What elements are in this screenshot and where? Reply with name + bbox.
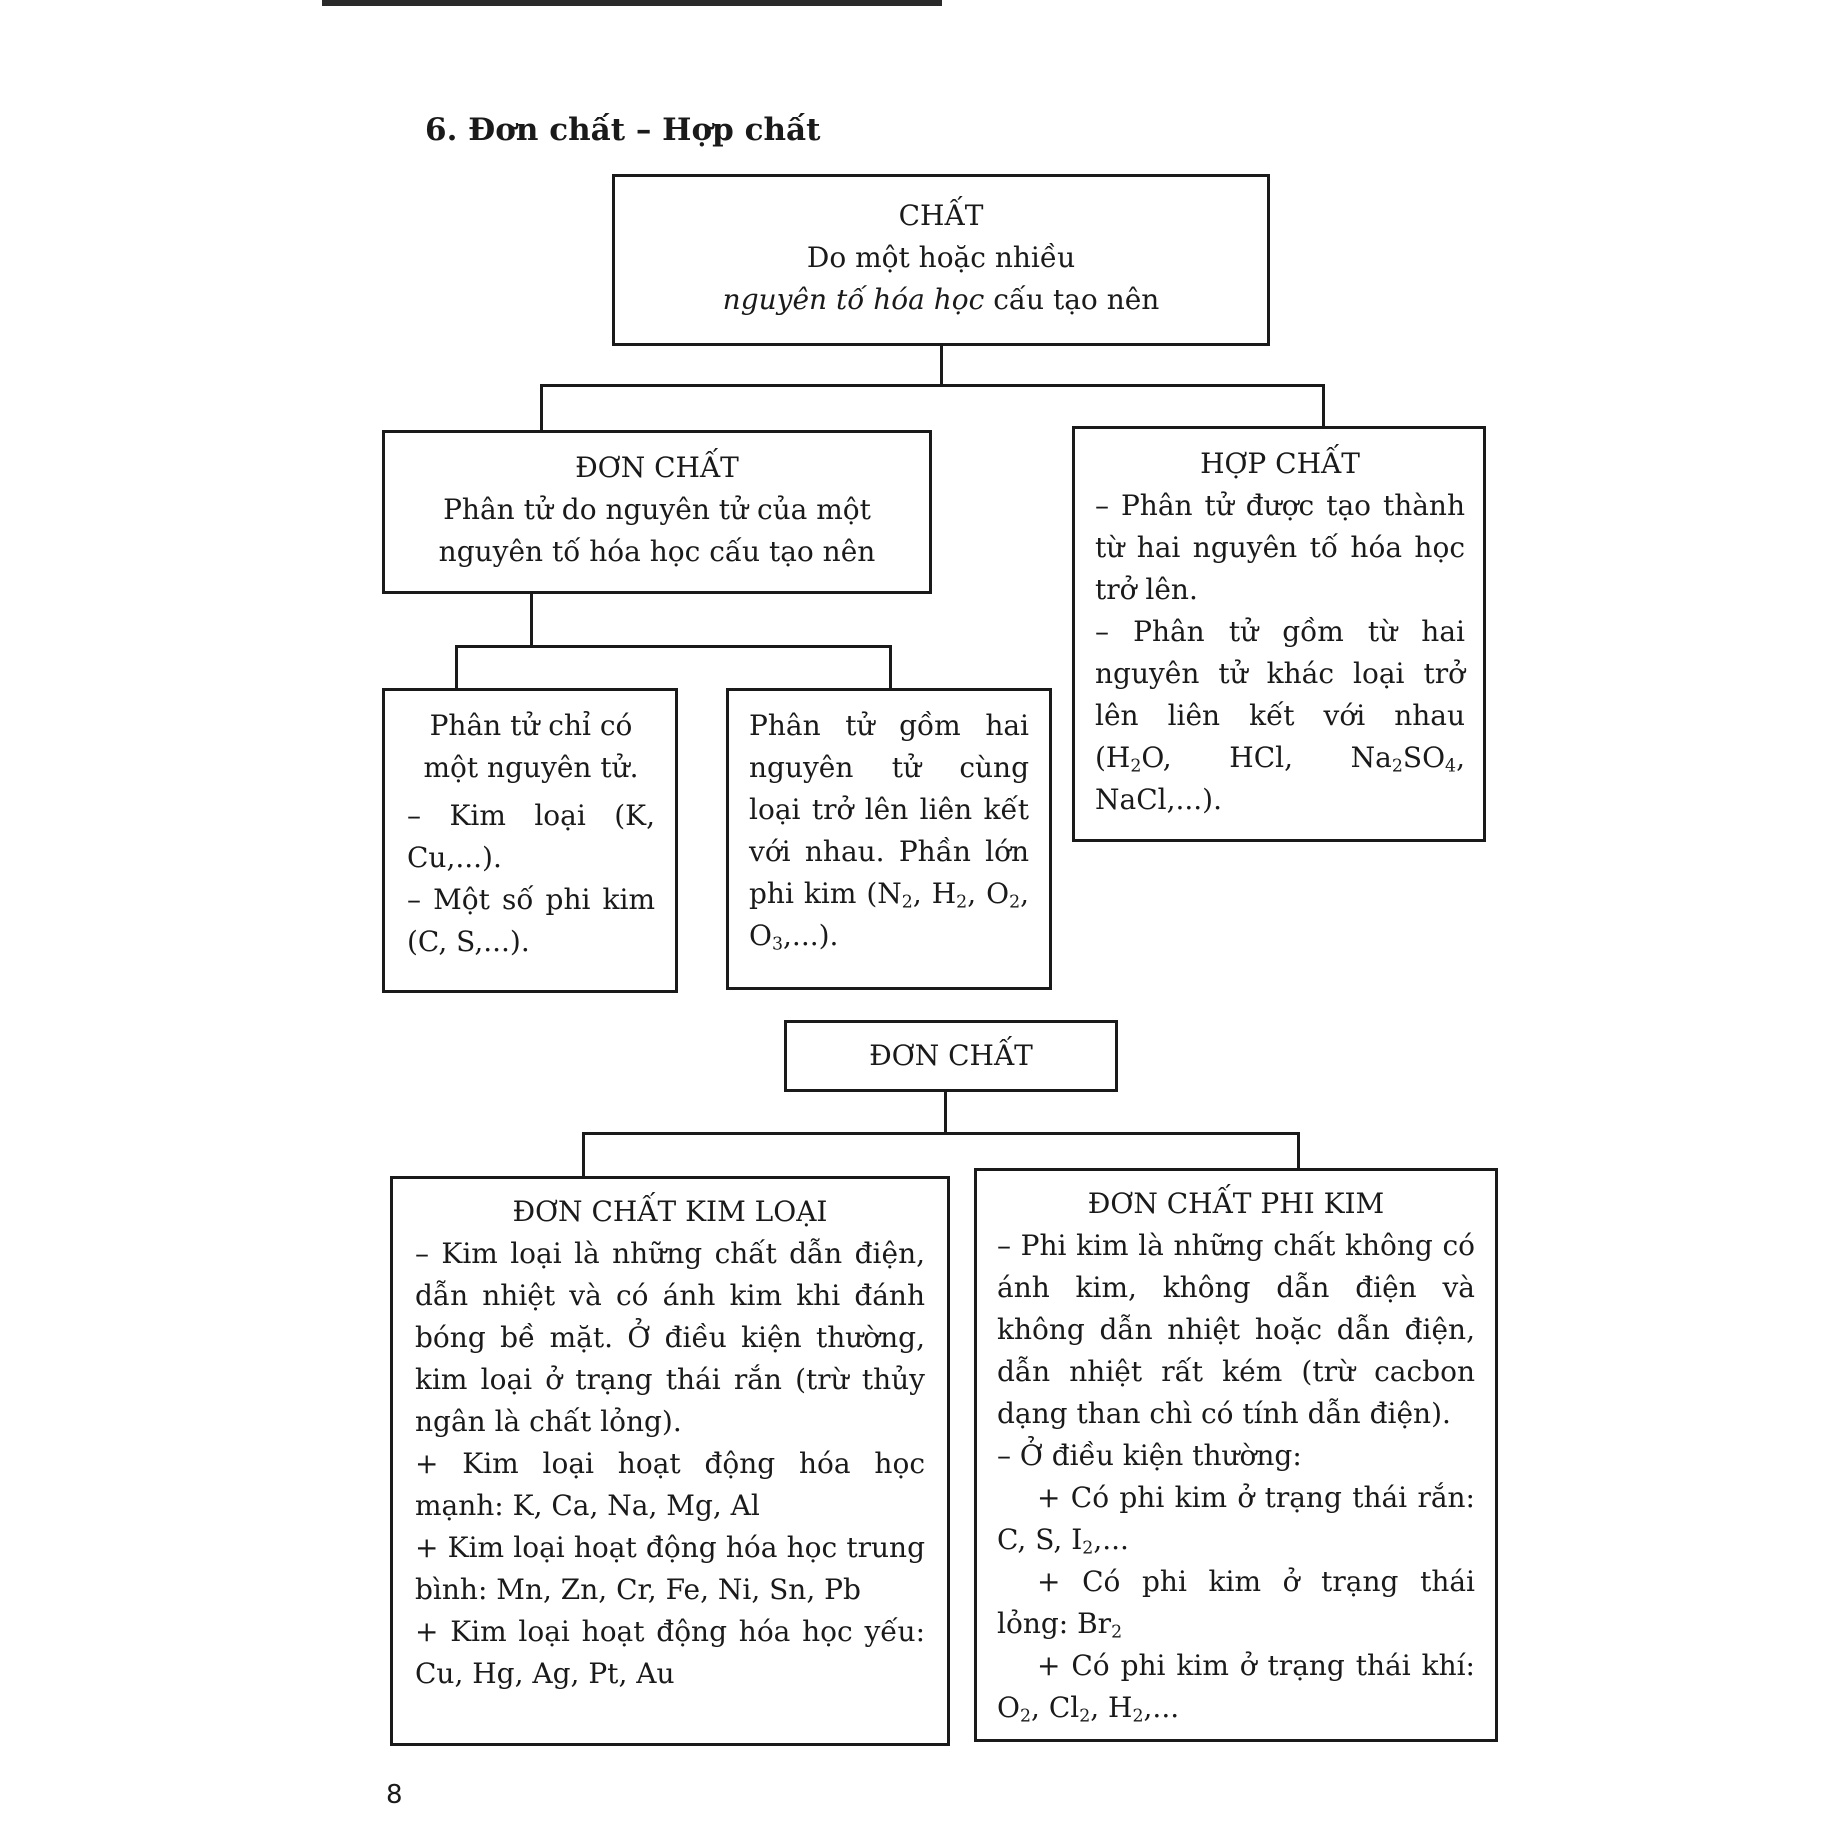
hop-chat-box <box>1072 426 1486 842</box>
connector <box>540 384 1325 387</box>
phi-kim-p4: + Có phi kim ở trạng thái lỏng: $Br_2$ <box>997 1565 1475 1643</box>
single-atom-box <box>382 688 678 993</box>
chat-line2-rest: cấu tạo nên <box>984 283 1160 316</box>
phi-kim-box <box>974 1168 1498 1742</box>
chat-line2-italic: nguyên tố hóa học <box>722 283 985 316</box>
phi-kim-p5: + Có phi kim ở trạng thái khí: $O_2$, $Cl_2$, $H_2$,... <box>997 1649 1475 1727</box>
hop-chat-item2: – Phân tử gồm từ hai nguyên tử khác loại trở lên liên kết với nhau ($H_2O$, HCl, $Na_2SO_4$, NaCl,...). <box>1095 615 1465 816</box>
kim-loai-p3: + Kim loại hoạt động hóa học trung bình: Mn, Zn, Cr, Fe, Ni, Sn, Pb <box>415 1531 925 1606</box>
kim-loai-box <box>390 1176 950 1746</box>
phi-kim-p2: – Ở điều kiện thường: <box>997 1439 1302 1472</box>
single-atom-item2: – Một số phi kim (C, S,...). <box>407 883 655 958</box>
phi-kim-p3: + Có phi kim ở trạng thái rắn: C, S, $I_2$,... <box>997 1481 1475 1559</box>
don-chat-title: ĐƠN CHẤT <box>575 451 739 484</box>
don-chat-desc: Phân tử do nguyên tử của một nguyên tố hóa học cấu tạo nên <box>438 493 876 568</box>
don-chat-2-title: ĐƠN CHẤT <box>869 1039 1033 1072</box>
kim-loai-p1: – Kim loại là những chất dẫn điện, dẫn nhiệt và có ánh kim khi đánh bóng bề mặt. Ở điều kiện thường, kim loại ở trạng thái rắn (trừ thủy ngân là chất lỏng). <box>415 1237 925 1438</box>
connector <box>455 645 892 648</box>
phi-kim-title: ĐƠN CHẤT PHI KIM <box>1087 1187 1385 1220</box>
chat-box <box>612 174 1270 346</box>
hop-chat-title: HỢP CHẤT <box>1200 447 1360 480</box>
connector <box>1322 384 1325 426</box>
multi-atom-text: Phân tử gồm hai nguyên tử cùng loại trở lên liên kết với nhau. Phần lớn phi kim ($N_2$, $H_2$, $O_2$, $O_3$,...). <box>749 709 1030 955</box>
connector <box>1297 1132 1300 1168</box>
connector <box>582 1132 1300 1135</box>
don-chat-2-box <box>784 1020 1118 1092</box>
don-chat-box <box>382 430 932 594</box>
page-number: 8 <box>386 1780 403 1810</box>
single-atom-line2: một nguyên tử. <box>423 751 639 784</box>
section-title: 6. Đơn chất – Hợp chất <box>425 112 821 148</box>
connector <box>530 594 533 648</box>
chat-line2 <box>615 279 1267 321</box>
single-atom-line1: Phân tử chỉ có <box>429 709 633 742</box>
single-atom-item1: – Kim loại (K, Cu,...). <box>407 799 655 874</box>
kim-loai-title: ĐƠN CHẤT KIM LOẠI <box>512 1195 828 1228</box>
connector <box>540 384 543 430</box>
connector <box>940 346 943 386</box>
connector <box>889 645 892 688</box>
hop-chat-item1: – Phân tử được tạo thành từ hai nguyên tố hóa học trở lên. <box>1095 489 1465 606</box>
connector <box>944 1092 947 1134</box>
kim-loai-p4: + Kim loại hoạt động hóa học yếu: Cu, Hg, Ag, Pt, Au <box>415 1615 925 1690</box>
chat-title: CHẤT <box>898 199 984 232</box>
multi-atom-box <box>726 688 1052 990</box>
kim-loai-p2: + Kim loại hoạt động hóa học mạnh: K, Ca, Na, Mg, Al <box>415 1447 925 1522</box>
connector <box>455 645 458 688</box>
phi-kim-p1: – Phi kim là những chất không có ánh kim, không dẫn điện và không dẫn nhiệt hoặc dẫn điện, dẫn nhiệt rất kém (trừ cacbon dạng than chì có tính dẫn điện). <box>997 1229 1475 1430</box>
chat-line1: Do một hoặc nhiều <box>806 241 1076 274</box>
top-edge-bar <box>322 0 942 6</box>
connector <box>582 1132 585 1176</box>
